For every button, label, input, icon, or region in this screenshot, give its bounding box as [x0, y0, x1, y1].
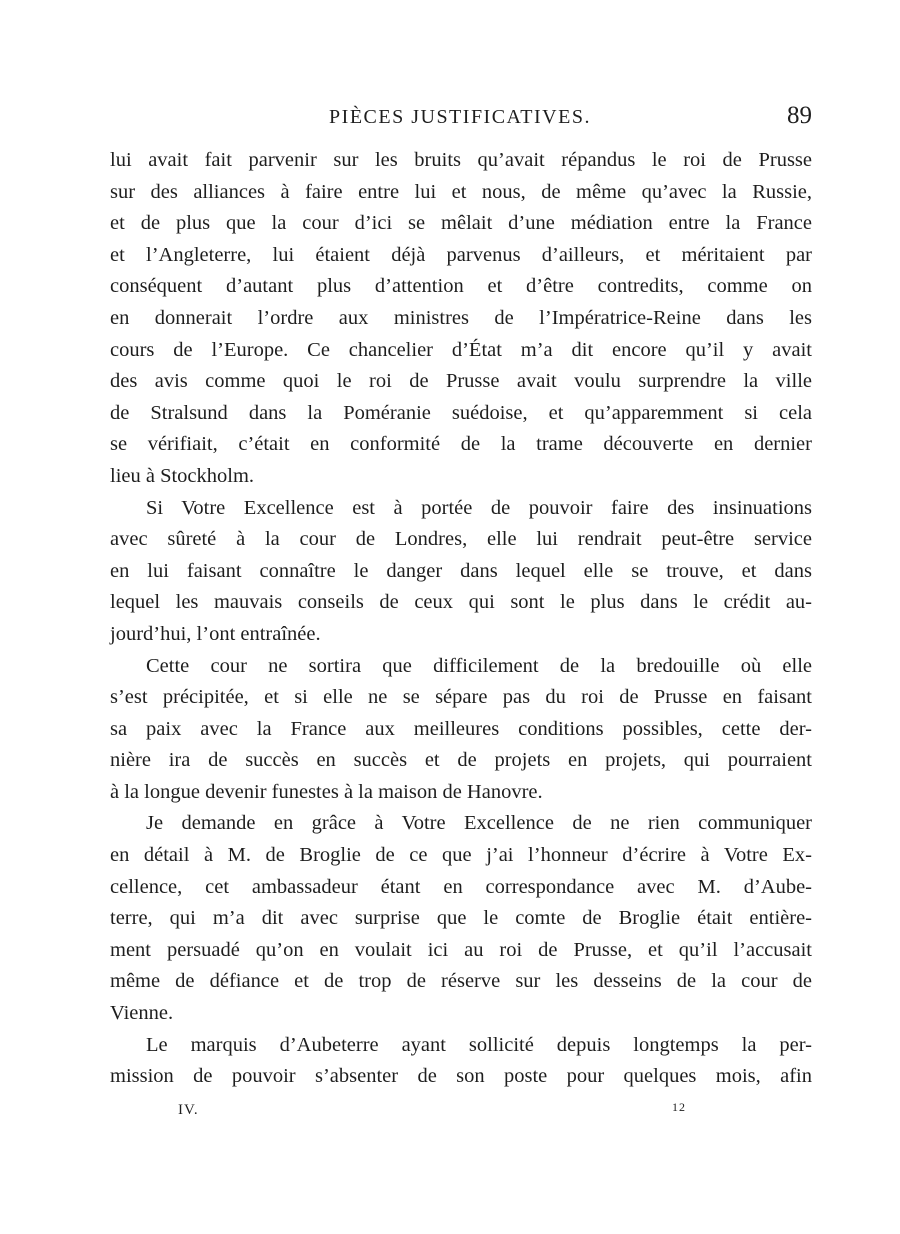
text-line: Je demande en grâce à Votre Excellence de ne rien communiquer [146, 812, 812, 835]
text-line: jourd’hui, l’ont entraînée. [110, 622, 321, 645]
text-line: et de plus que la cour d’ici se mêlait d’une médiation entre la France [110, 212, 812, 235]
text-line: des avis comme quoi le roi de Prusse avait voulu surprendre la ville [110, 370, 812, 393]
text-line: en détail à M. de Broglie de ce que j’ai l’honneur d’écrire à Votre Ex- [110, 844, 812, 867]
text-line: de Stralsund dans la Poméranie suédoise, et qu’apparemment si cela [110, 401, 812, 424]
text-line: Cette cour ne sortira que difficilement de la bredouille où elle [146, 654, 812, 677]
text-line: sa paix avec la France aux meilleures conditions possibles, cette der- [110, 717, 812, 740]
text-line: ment persuadé qu’on en voulait ici au roi de Prusse, et qu’il l’accusait [110, 938, 812, 961]
text-line: terre, qui m’a dit avec surprise que le comte de Broglie était entière- [110, 907, 812, 930]
text-line: s’est précipitée, et si elle ne se sépare pas du roi de Prusse en faisant [110, 686, 812, 709]
body-text [110, 145, 812, 1093]
text-line: en donnerait l’ordre aux ministres de l’Impératrice-Reine dans les [110, 306, 812, 329]
text-line: Le marquis d’Aubeterre ayant sollicité depuis longtemps la per- [146, 1033, 812, 1056]
text-line: lieu à Stockholm. [110, 464, 255, 487]
running-title: PIÈCES JUSTIFICATIVES. [329, 106, 591, 128]
text-line: Si Votre Excellence est à portée de pouvoir faire des insinuations [146, 496, 812, 519]
page-number: 89 [787, 102, 812, 129]
text-line: cours de l’Europe. Ce chancelier d’État m’a dit encore qu’il y avait [110, 338, 812, 361]
text-line: même de défiance et de trop de réserve sur les desseins de la cour de [110, 970, 812, 993]
text-line: Vienne. [110, 1002, 174, 1025]
text-line: mission de pouvoir s’absenter de son poste pour quelques mois, afin [110, 1065, 812, 1088]
text-line: à la longue devenir funestes à la maison de Hanovre. [110, 780, 543, 803]
text-line: avec sûreté à la cour de Londres, elle lui rendrait peut-être service [110, 528, 812, 551]
text-line: lui avait fait parvenir sur les bruits qu’avait répandus le roi de Prusse [110, 149, 812, 171]
text-line: nière ira de succès en succès et de projets en projets, qui pourraient [110, 749, 812, 772]
text-line: et l’Angleterre, lui étaient déjà parvenus d’ailleurs, et méritaient par [110, 243, 812, 266]
text-line: cellence, cet ambassadeur étant en correspondance avec M. d’Aube- [110, 875, 812, 898]
text-line: conséquent d’autant plus d’attention et d’être contredits, comme on [110, 275, 812, 298]
signature-number: 12 [672, 1100, 686, 1114]
text-line: sur des alliances à faire entre lui et nous, de même qu’avec la Russie, [110, 180, 812, 203]
text-line: se vérifiait, c’était en conformité de la trame découverte en dernier [110, 433, 812, 456]
text-line: lequel les mauvais conseils de ceux qui sont le plus dans le crédit au- [110, 591, 812, 614]
text-line: en lui faisant connaître le danger dans lequel elle se trouve, et dans [110, 559, 812, 582]
signature-mark: IV. [178, 1102, 199, 1118]
running-head [110, 104, 810, 134]
